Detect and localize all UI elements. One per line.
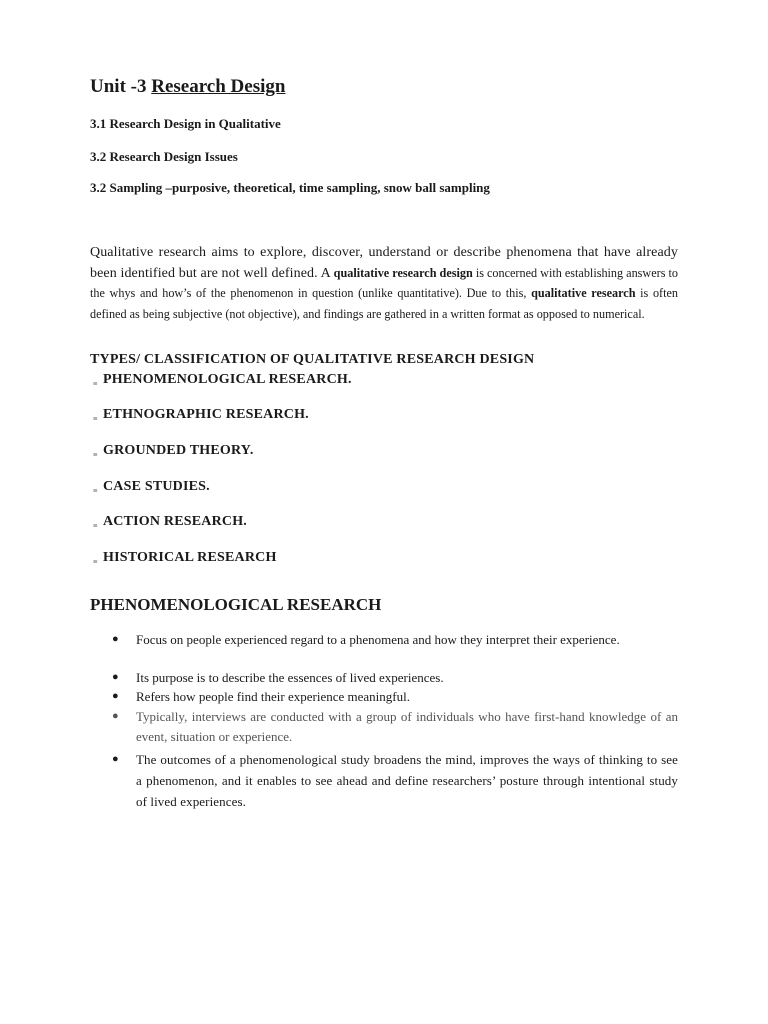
title-main: Research Design <box>151 76 286 97</box>
list-item <box>93 407 309 423</box>
list-marker-icon: ≡ <box>93 521 98 530</box>
list-marker-icon: ≡ <box>93 486 98 495</box>
list-marker-icon: ≡ <box>93 414 98 423</box>
intro-bold-2: qualitative research <box>531 286 636 300</box>
bullet-icon: ● <box>112 710 119 722</box>
list-item <box>93 443 254 459</box>
list-item-label: HISTORICAL RESEARCH <box>103 550 277 565</box>
list-item <box>93 514 247 530</box>
bullet-item <box>112 707 678 746</box>
list-item-label: ETHNOGRAPHIC RESEARCH. <box>103 407 309 422</box>
bullet-item <box>112 687 678 707</box>
title-prefix: Unit -3 <box>90 76 147 97</box>
list-item <box>93 372 352 388</box>
intro-text-1: Qualitative research aims to explore, discover, understand or describe phenomena that have already been identified but are not well defined. A <box>90 245 678 281</box>
intro-text-2: is concerned with establishing answers to the whys and how’s of the phenomenon in question (unlike quantitative). Due to this, <box>90 265 678 300</box>
list-item-label: CASE STUDIES. <box>103 479 210 494</box>
types-heading: TYPES/ CLASSIFICATION OF QUALITATIVE RESEARCH DESIGN <box>90 352 535 367</box>
bullet-text: Focus on people experienced regard to a phenomena and how they interpret their experience. <box>136 632 620 647</box>
intro-bold-1: qualitative research design <box>333 265 473 280</box>
list-item-label: GROUNDED THEORY. <box>103 443 254 458</box>
list-item <box>93 550 277 566</box>
bullet-item <box>112 749 678 812</box>
list-marker-icon: ≡ <box>93 379 98 388</box>
section-heading: PHENOMENOLOGICAL RESEARCH <box>90 595 382 614</box>
list-marker-icon: ≡ <box>93 450 98 459</box>
bullet-icon: ● <box>112 690 119 702</box>
bullet-text: Typically, interviews are conducted with a group of individuals who have first-hand knowledge of an event, situation or experience. <box>136 709 678 744</box>
list-item-label: PHENOMENOLOGICAL RESEARCH. <box>103 372 352 387</box>
subheading-3-2-issues: 3.2 Research Design Issues <box>90 149 238 164</box>
bullet-item <box>112 630 678 650</box>
bullet-item <box>112 668 678 688</box>
bullet-icon: ● <box>112 671 119 683</box>
intro-paragraph <box>90 242 678 324</box>
list-marker-icon: ≡ <box>93 557 98 566</box>
bullet-text: Its purpose is to describe the essences of lived experiences. <box>136 670 444 685</box>
list-item <box>93 479 210 495</box>
list-item-label: ACTION RESEARCH. <box>103 514 247 529</box>
bullet-icon: ● <box>112 633 119 645</box>
subheading-3-1: 3.1 Research Design in Qualitative <box>90 116 281 131</box>
subheading-3-2-sampling: 3.2 Sampling –purposive, theoretical, time sampling, snow ball sampling <box>90 180 490 195</box>
bullet-text: The outcomes of a phenomenological study broadens the mind, improves the ways of thinking to see a phenomenon, and it enables to see ahead and define researchers’ posture through intentional study of lived experiences. <box>136 752 678 809</box>
bullet-text: Refers how people find their experience meaningful. <box>136 689 410 704</box>
intro-text-3: is often defined as being subjective (not objective), and findings are gathered in a written format as opposed to numerical. <box>90 286 679 321</box>
page-title <box>90 76 285 98</box>
bullet-icon: ● <box>112 753 119 765</box>
